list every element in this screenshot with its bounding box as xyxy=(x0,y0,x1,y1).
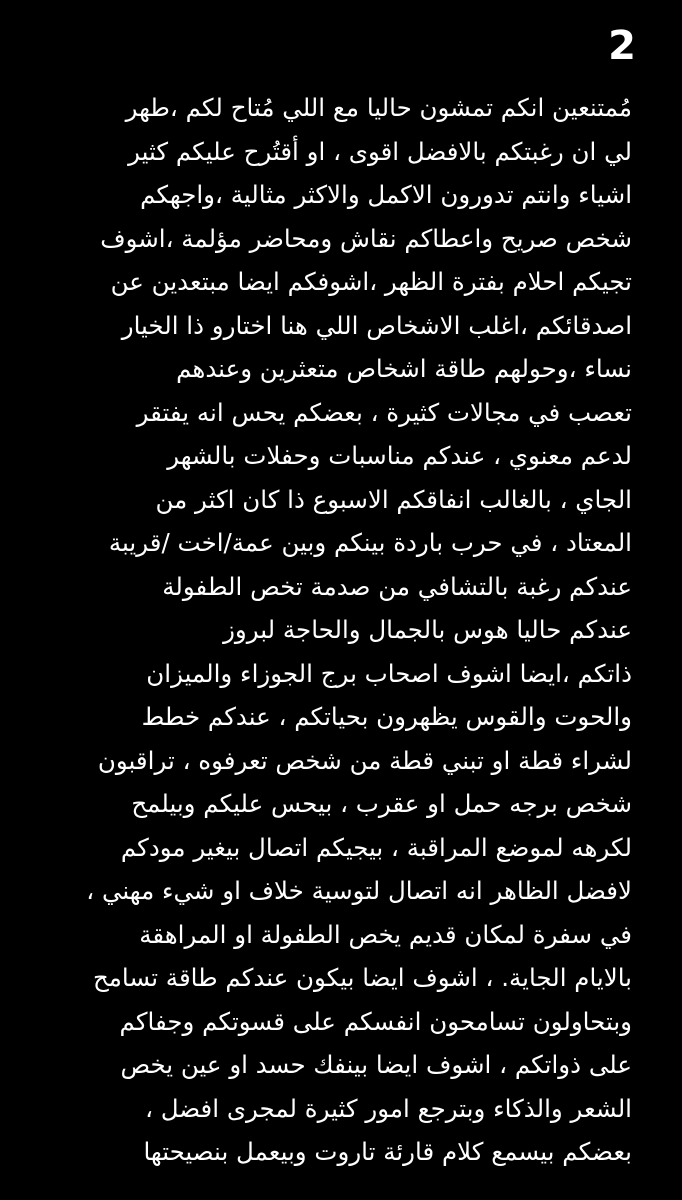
text-line: في سفرة لمكان قديم يخص الطفولة او المراهقة xyxy=(139,919,632,949)
text-line: الشعر والذكاء وبترجع امور كثيرة لمجرى افضل ، xyxy=(145,1093,632,1123)
text-line: الجاي ، بالغالب انفاقكم الاسبوع ذا كان اكثر من xyxy=(155,484,632,514)
text-line: شخص صريح واعطاكم نقاش ومحاضر مؤلمة ،اشوف xyxy=(100,223,632,253)
text-line: نساء ،وحولهم طاقة اشخاص متعثرين وعندهم xyxy=(176,354,632,383)
text-line: وبتحاولون تسامحون انفسكم على قسوتكم وجفاكم xyxy=(119,1006,632,1036)
text-line: والحوت والقوس يظهرون بحياتكم ، عندكم خطط xyxy=(141,702,632,731)
body-text xyxy=(40,86,632,1174)
text-line: تجيكم احلام بفترة الظهر ،اشوفكم ايضا مبتعدين عن xyxy=(110,267,632,296)
text-line: تعصب في مجالات كثيرة ، بعضكم يحس انه يفتقر xyxy=(136,397,632,427)
text-line: عندكم رغبة بالتشافي من صدمة تخص الطفولة xyxy=(162,571,632,601)
text-line: اشياء وانتم تدورون الاكمل والاكثر مثالية ،واجهكم xyxy=(140,180,632,209)
text-line: لكرهه لموضع المراقبة ، بيجيكم اتصال بيغير مودكم xyxy=(120,832,632,862)
text-line: على ذواتكم ، اشوف ايضا بينفك حسد او عين يخص xyxy=(120,1050,632,1079)
text-line: مُمتنعين انكم تمشون حاليا مع اللي مُتاح لكم ،طهر xyxy=(125,93,632,122)
text-line: شخص برجه حمل او عقرب ، بيحس عليكم وبيلمح xyxy=(131,789,632,818)
text-line: لي ان رغبتكم بالافضل اقوى ، او أقتُرح عليكم كثير xyxy=(128,136,632,166)
text-line: لشراء قطة او تبني قطة من شخص تعرفوه ، تراقبون xyxy=(97,745,632,775)
text-line: لافضل الظاهر انه اتصال لتوسية خلاف او شيء مهني ، xyxy=(86,876,632,905)
text-line: المعتاد ، في حرب باردة بينكم وبين عمة/اخت /قريبة xyxy=(108,528,632,557)
text-line: بالايام الجاية. ، اشوف ايضا بيكون عندكم طاقة تسامح xyxy=(92,963,632,992)
page-number: 2 xyxy=(608,23,636,69)
text-line: لدعم معنوي ، عندكم مناسبات وحفلات بالشهر xyxy=(167,441,632,470)
text-line: ذاتكم ،ايضا اشوف اصحاب برج الجوزاء والميزان xyxy=(146,658,632,688)
text-line: عندكم حاليا هوس بالجمال والحاجة لبروز xyxy=(223,615,632,644)
text-line: بعضكم بيسمع كلام قارئة تاروت وبيعمل بنصيحتها xyxy=(143,1137,632,1166)
text-line: اصدقائكم ،اغلب الاشخاص اللي هنا اختارو ذا الخيار xyxy=(121,310,632,340)
